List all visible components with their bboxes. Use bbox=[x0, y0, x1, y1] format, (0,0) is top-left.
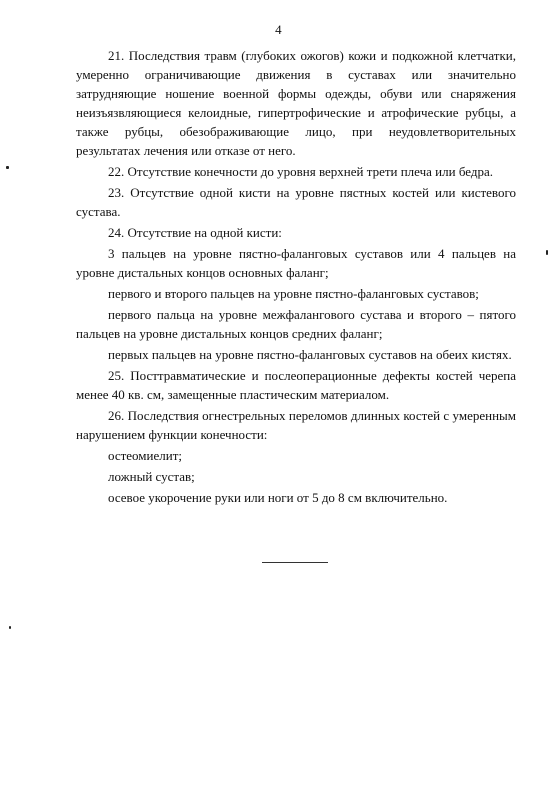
document-body bbox=[76, 46, 516, 509]
scan-speck bbox=[546, 250, 548, 255]
paragraph-item-21: 21. Последствия травм (глубоких ожогов) кожи и подкожной клетчатки, умеренно ограничивающие движения в суставах или значительно затрудняющие ношение военной формы одежды, обуви или снаряжения неизъязвляющиеся келоидные, гипертрофические и атрофические рубцы, а также рубцы, обезображивающие лицо, при неудовлетворительных результатах лечения или отказе от него. bbox=[76, 48, 516, 158]
paragraph-item-22: 22. Отсутствие конечности до уровня верхней трети плеча или бедра. bbox=[108, 164, 493, 179]
subitem-first-second-fingers: первого и второго пальцев на уровне пястно-фаланговых суставов; bbox=[108, 286, 479, 301]
paragraph-item-24: 24. Отсутствие на одной кисти: bbox=[108, 225, 282, 240]
subitem-axial-shortening: осевое укорочение руки или ноги от 5 до 8 см включительно. bbox=[108, 490, 448, 505]
subitem-false-joint: ложный сустав; bbox=[108, 469, 195, 484]
paragraph-item-23: 23. Отсутствие одной кисти на уровне пястных костей или кистевого сустава. bbox=[76, 185, 516, 219]
subitem-osteomyelitis: остеомиелит; bbox=[108, 448, 182, 463]
subitem-three-fingers: 3 пальцев на уровне пястно-фаланговых суставов или 4 пальцев на уровне дистальных концов основных фаланг; bbox=[76, 246, 516, 280]
page-number: 4 bbox=[275, 22, 282, 37]
paragraph-item-25: 25. Посттравматические и послеоперационные дефекты костей черепа менее 40 кв. см, замещенные пластическим материалом. bbox=[76, 368, 516, 402]
paragraph-item-26: 26. Последствия огнестрельных переломов длинных костей с умеренным нарушением функции конечности: bbox=[76, 408, 516, 442]
scan-speck bbox=[6, 166, 9, 169]
subitem-first-finger-and-others: первого пальца на уровне межфалангового сустава и второго – пятого пальцев на уровне дистальных концов средних фаланг; bbox=[76, 307, 516, 341]
subitem-first-fingers-both-hands: первых пальцев на уровне пястно-фаланговых суставов на обеих кистях. bbox=[108, 347, 512, 362]
scan-speck bbox=[9, 626, 11, 629]
section-divider bbox=[262, 562, 328, 563]
